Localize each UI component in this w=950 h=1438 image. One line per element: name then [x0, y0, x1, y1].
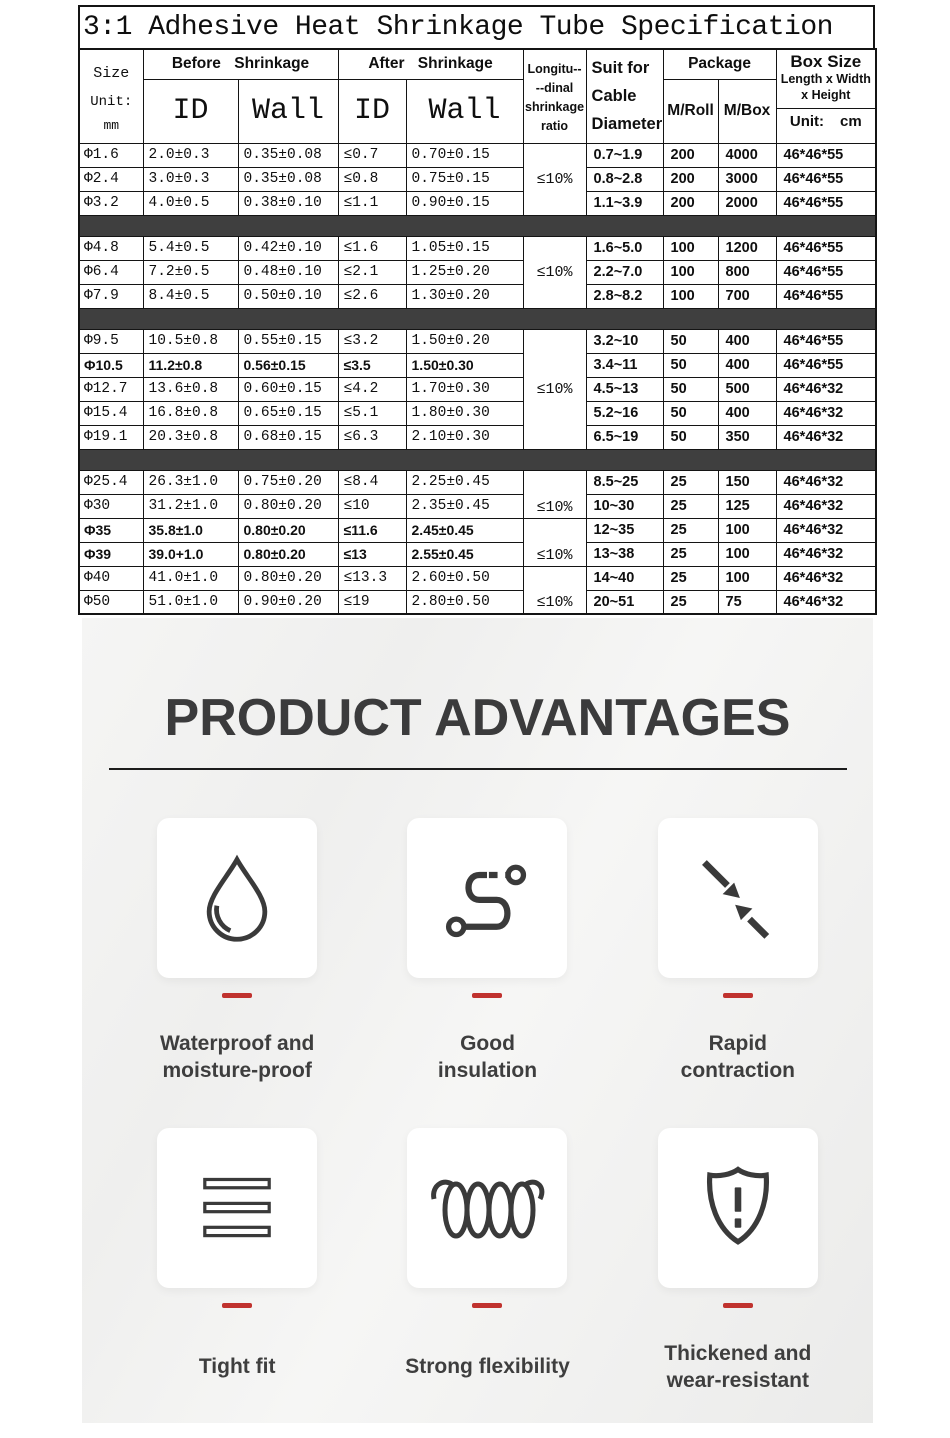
spec-sheet	[78, 5, 875, 615]
size-cell: Φ1.6	[79, 143, 143, 167]
advantage-item	[362, 818, 612, 1128]
m-box-cell: 100	[718, 518, 776, 542]
m-roll-cell: 25	[663, 542, 718, 566]
m-box-cell: 800	[718, 260, 776, 284]
before-id-cell: 3.0±0.3	[143, 167, 238, 191]
box-unit-row	[777, 108, 876, 135]
before-id-cell: 13.6±0.8	[143, 377, 238, 401]
after-id-cell: ≤11.6	[338, 518, 406, 542]
ratio-line: shrinkage	[525, 100, 585, 115]
box-size-cell: 46*46*32	[776, 518, 876, 542]
m-roll-cell: 200	[663, 167, 718, 191]
shrink-ratio-cell: ≤10%	[523, 143, 586, 215]
after-id-cell: ≤4.2	[338, 377, 406, 401]
advantages-grid	[82, 770, 873, 1438]
cable-diameter-cell: 8.5~25	[586, 470, 663, 494]
after-id-cell: ≤6.3	[338, 425, 406, 449]
before-wall-cell: 0.48±0.10	[238, 260, 338, 284]
cable-diameter-cell: 5.2~16	[586, 401, 663, 425]
m-box-header: M/Box	[718, 79, 776, 143]
size-cell: Φ19.1	[79, 425, 143, 449]
m-box-cell: 400	[718, 401, 776, 425]
m-roll-cell: 100	[663, 260, 718, 284]
after-id-cell: ≤3.5	[338, 353, 406, 377]
box-size-cell: 46*46*55	[776, 353, 876, 377]
advantage-card	[407, 1128, 567, 1288]
suit-line: Cable	[591, 87, 637, 106]
spec-row	[79, 542, 876, 566]
advantage-card	[658, 1128, 818, 1288]
cable-diameter-cell: 2.8~8.2	[586, 284, 663, 308]
cable-diameter-header	[586, 49, 663, 143]
coil-icon	[428, 1169, 546, 1247]
m-roll-cell: 25	[663, 590, 718, 614]
spec-row	[79, 167, 876, 191]
m-roll-cell: 25	[663, 518, 718, 542]
box-size-cell: 46*46*55	[776, 329, 876, 353]
box-size-cell: 46*46*32	[776, 470, 876, 494]
accent-dash	[222, 993, 252, 998]
m-roll-cell: 25	[663, 470, 718, 494]
cable-diameter-cell: 2.2~7.0	[586, 260, 663, 284]
label-line: moisture-proof	[162, 1059, 312, 1082]
spec-row	[79, 425, 876, 449]
spec-row	[79, 284, 876, 308]
after-id-cell: ≤0.8	[338, 167, 406, 191]
before-id-header: ID	[143, 79, 238, 143]
accent-dash	[723, 1303, 753, 1308]
before-wall-cell: 0.55±0.15	[238, 329, 338, 353]
box-size-cell: 46*46*32	[776, 425, 876, 449]
box-size-header	[776, 49, 876, 143]
size-cell: Φ35	[79, 518, 143, 542]
m-roll-header: M/Roll	[663, 79, 718, 143]
label-line: Rapid	[708, 1031, 767, 1055]
size-cell: Φ40	[79, 566, 143, 590]
after-id-header: ID	[338, 79, 406, 143]
box-size-cell: 46*46*32	[776, 401, 876, 425]
advantage-label	[405, 1338, 570, 1396]
advantage-label	[438, 1028, 537, 1086]
after-wall-cell: 1.25±0.20	[406, 260, 523, 284]
advantage-label	[160, 1028, 314, 1086]
before-id-cell: 2.0±0.3	[143, 143, 238, 167]
size-label: Size	[93, 64, 130, 82]
m-box-cell: 100	[718, 542, 776, 566]
label-line: Waterproof and	[159, 1031, 315, 1055]
before-wall-cell: 0.38±0.10	[238, 191, 338, 215]
spec-row	[79, 143, 876, 167]
accent-dash	[472, 993, 502, 998]
cable-diameter-cell: 0.7~1.9	[586, 143, 663, 167]
after-id-cell: ≤2.1	[338, 260, 406, 284]
after-id-cell: ≤5.1	[338, 401, 406, 425]
size-cell: Φ7.9	[79, 284, 143, 308]
box-size-cell: 46*46*32	[776, 590, 876, 614]
spec-row	[79, 566, 876, 590]
cable-diameter-cell: 12~35	[586, 518, 663, 542]
advantage-label	[681, 1028, 795, 1086]
cable-diameter-cell: 13~38	[586, 542, 663, 566]
after-id-cell: ≤13.3	[338, 566, 406, 590]
size-cell: Φ10.5	[79, 353, 143, 377]
m-box-cell: 2000	[718, 191, 776, 215]
size-cell: Φ9.5	[79, 329, 143, 353]
before-id-cell: 4.0±0.5	[143, 191, 238, 215]
size-cell: Φ15.4	[79, 401, 143, 425]
before-wall-cell: 0.75±0.20	[238, 470, 338, 494]
suit-line: Suit for	[591, 58, 650, 77]
after-id-cell: ≤13	[338, 542, 406, 566]
before-id-cell: 20.3±0.8	[143, 425, 238, 449]
converge-arrows-icon	[690, 850, 786, 946]
spec-row	[79, 353, 876, 377]
after-id-cell: ≤0.7	[338, 143, 406, 167]
before-wall-cell: 0.56±0.15	[238, 353, 338, 377]
spec-table-body	[79, 143, 876, 614]
box-size-cell: 46*46*55	[776, 167, 876, 191]
before-id-cell: 8.4±0.5	[143, 284, 238, 308]
advantages-section	[82, 618, 873, 1423]
after-wall-cell: 0.75±0.15	[406, 167, 523, 191]
droplet-icon	[189, 850, 285, 946]
advantage-item	[112, 818, 362, 1128]
spec-row	[79, 401, 876, 425]
group-separator-cell	[79, 449, 876, 470]
m-roll-cell: 100	[663, 284, 718, 308]
before-wall-cell: 0.90±0.20	[238, 590, 338, 614]
size-cell: Φ30	[79, 494, 143, 518]
box-size-label: Box Size	[790, 52, 862, 71]
box-unit-label: Unit:	[789, 113, 825, 131]
m-box-cell: 4000	[718, 143, 776, 167]
ratio-line: ratio	[540, 119, 569, 134]
size-cell: Φ12.7	[79, 377, 143, 401]
box-size-cell: 46*46*55	[776, 143, 876, 167]
after-wall-header: Wall	[406, 79, 523, 143]
size-cell: Φ3.2	[79, 191, 143, 215]
box-size-cell: 46*46*55	[776, 236, 876, 260]
label-line: Strong flexibility	[405, 1355, 570, 1379]
box-unit-value: cm	[840, 113, 862, 131]
after-wall-cell: 2.55±0.45	[406, 542, 523, 566]
spec-row	[79, 260, 876, 284]
box-size-cell: 46*46*55	[776, 191, 876, 215]
label-line: insulation	[437, 1059, 538, 1082]
before-wall-cell: 0.50±0.10	[238, 284, 338, 308]
box-size-cell: 46*46*55	[776, 260, 876, 284]
after-id-cell: ≤1.1	[338, 191, 406, 215]
label-line: contraction	[680, 1059, 795, 1082]
after-wall-cell: 2.45±0.45	[406, 518, 523, 542]
before-wall-cell: 0.80±0.20	[238, 566, 338, 590]
m-box-cell: 3000	[718, 167, 776, 191]
ratio-line: --dinal	[535, 81, 574, 96]
after-wall-cell: 1.30±0.20	[406, 284, 523, 308]
shrink-ratio-cell: ≤10%	[523, 566, 586, 614]
before-id-cell: 31.2±1.0	[143, 494, 238, 518]
after-wall-cell: 2.60±0.50	[406, 566, 523, 590]
before-wall-header: Wall	[238, 79, 338, 143]
cable-diameter-cell: 3.2~10	[586, 329, 663, 353]
shrink-ratio-cell: ≤10%	[523, 470, 586, 518]
m-box-cell: 700	[718, 284, 776, 308]
before-wall-cell: 0.80±0.20	[238, 542, 338, 566]
spec-row	[79, 494, 876, 518]
spec-row	[79, 329, 876, 353]
after-id-cell: ≤2.6	[338, 284, 406, 308]
spec-table	[78, 48, 877, 615]
advantage-card	[157, 1128, 317, 1288]
suit-line: Diameter	[591, 115, 663, 134]
header-row-2	[79, 79, 876, 143]
box-size-cell: 46*46*32	[776, 542, 876, 566]
spec-row	[79, 236, 876, 260]
unit-label: Unit:	[90, 93, 133, 110]
cable-diameter-cell: 1.6~5.0	[586, 236, 663, 260]
before-wall-cell: 0.35±0.08	[238, 143, 338, 167]
m-box-cell: 400	[718, 353, 776, 377]
before-shrinkage-header: Before Shrinkage	[143, 49, 338, 79]
size-cell: Φ4.8	[79, 236, 143, 260]
ratio-line: Longitu--	[527, 62, 582, 77]
before-wall-cell: 0.80±0.20	[238, 494, 338, 518]
before-id-cell: 41.0±1.0	[143, 566, 238, 590]
group-separator-cell	[79, 215, 876, 236]
after-wall-cell: 2.10±0.30	[406, 425, 523, 449]
shrink-ratio-cell: ≤10%	[523, 518, 586, 566]
before-wall-cell: 0.42±0.10	[238, 236, 338, 260]
group-separator-band	[79, 449, 876, 470]
advantage-label	[199, 1338, 276, 1396]
m-box-cell: 500	[718, 377, 776, 401]
before-id-cell: 7.2±0.5	[143, 260, 238, 284]
spec-row	[79, 518, 876, 542]
m-roll-cell: 25	[663, 566, 718, 590]
before-id-cell: 10.5±0.8	[143, 329, 238, 353]
m-box-cell: 400	[718, 329, 776, 353]
box-size-cell: 46*46*32	[776, 377, 876, 401]
before-wall-cell: 0.68±0.15	[238, 425, 338, 449]
advantage-item	[613, 1128, 863, 1438]
m-roll-cell: 50	[663, 377, 718, 401]
accent-dash	[723, 993, 753, 998]
before-id-cell: 26.3±1.0	[143, 470, 238, 494]
advantage-item	[613, 818, 863, 1128]
size-cell: Φ39	[79, 542, 143, 566]
cable-diameter-cell: 6.5~19	[586, 425, 663, 449]
box-size-cell: 46*46*55	[776, 284, 876, 308]
before-id-cell: 35.8±1.0	[143, 518, 238, 542]
spec-row	[79, 191, 876, 215]
cable-diameter-cell: 1.1~3.9	[586, 191, 663, 215]
spec-row	[79, 377, 876, 401]
package-header: Package	[663, 49, 776, 79]
size-unit-header	[79, 49, 143, 143]
box-dims-label2: x Height	[801, 88, 851, 103]
shield-alert-icon	[691, 1161, 785, 1255]
group-separator-band	[79, 308, 876, 329]
m-roll-cell: 25	[663, 494, 718, 518]
after-id-cell: ≤10	[338, 494, 406, 518]
unit-value: mm	[103, 117, 120, 133]
size-cell: Φ50	[79, 590, 143, 614]
advantage-card	[407, 818, 567, 978]
after-wall-cell: 2.80±0.50	[406, 590, 523, 614]
m-roll-cell: 50	[663, 329, 718, 353]
m-roll-cell: 200	[663, 191, 718, 215]
box-dims-label: Length x Width	[780, 72, 871, 87]
before-id-cell: 39.0+1.0	[143, 542, 238, 566]
cable-diameter-cell: 14~40	[586, 566, 663, 590]
after-wall-cell: 1.80±0.30	[406, 401, 523, 425]
m-box-cell: 350	[718, 425, 776, 449]
group-separator-band	[79, 215, 876, 236]
before-id-cell: 51.0±1.0	[143, 590, 238, 614]
m-roll-cell: 50	[663, 425, 718, 449]
m-roll-cell: 100	[663, 236, 718, 260]
label-line: Good	[460, 1031, 515, 1055]
cable-diameter-cell: 4.5~13	[586, 377, 663, 401]
advantage-item	[112, 1128, 362, 1438]
shrink-ratio-cell: ≤10%	[523, 329, 586, 449]
box-size-cell: 46*46*32	[776, 566, 876, 590]
cable-diameter-cell: 0.8~2.8	[586, 167, 663, 191]
size-cell: Φ2.4	[79, 167, 143, 191]
after-id-cell: ≤19	[338, 590, 406, 614]
after-wall-cell: 1.70±0.30	[406, 377, 523, 401]
before-wall-cell: 0.80±0.20	[238, 518, 338, 542]
label-line: Tight fit	[198, 1355, 276, 1379]
after-wall-cell: 1.05±0.15	[406, 236, 523, 260]
after-wall-cell: 1.50±0.20	[406, 329, 523, 353]
m-roll-cell: 50	[663, 353, 718, 377]
after-id-cell: ≤8.4	[338, 470, 406, 494]
layers-icon	[191, 1162, 283, 1254]
spec-row	[79, 470, 876, 494]
after-wall-cell: 2.35±0.45	[406, 494, 523, 518]
after-wall-cell: 1.50±0.30	[406, 353, 523, 377]
shrink-ratio-cell: ≤10%	[523, 236, 586, 308]
after-shrinkage-header: After Shrinkage	[338, 49, 523, 79]
after-id-cell: ≤1.6	[338, 236, 406, 260]
size-cell: Φ25.4	[79, 470, 143, 494]
advantage-card	[658, 818, 818, 978]
m-box-cell: 100	[718, 566, 776, 590]
label-line: wear-resistant	[666, 1369, 810, 1392]
m-box-cell: 125	[718, 494, 776, 518]
advantage-label	[664, 1338, 811, 1396]
accent-dash	[222, 1303, 252, 1308]
size-cell: Φ6.4	[79, 260, 143, 284]
m-box-cell: 150	[718, 470, 776, 494]
before-wall-cell: 0.35±0.08	[238, 167, 338, 191]
advantage-card	[157, 818, 317, 978]
m-box-cell: 75	[718, 590, 776, 614]
shrinkage-ratio-header	[523, 49, 586, 143]
before-id-cell: 11.2±0.8	[143, 353, 238, 377]
box-size-cell: 46*46*32	[776, 494, 876, 518]
cable-diameter-cell: 10~30	[586, 494, 663, 518]
cable-diameter-cell: 3.4~11	[586, 353, 663, 377]
after-wall-cell: 2.25±0.45	[406, 470, 523, 494]
after-wall-cell: 0.70±0.15	[406, 143, 523, 167]
spec-row	[79, 590, 876, 614]
after-wall-cell: 0.90±0.15	[406, 191, 523, 215]
accent-dash	[472, 1303, 502, 1308]
before-wall-cell: 0.60±0.15	[238, 377, 338, 401]
header-row-1	[79, 49, 876, 79]
route-icon	[439, 850, 535, 946]
advantage-item	[362, 1128, 612, 1438]
label-line: Thickened and	[664, 1341, 812, 1365]
cable-diameter-cell: 20~51	[586, 590, 663, 614]
m-roll-cell: 50	[663, 401, 718, 425]
before-wall-cell: 0.65±0.15	[238, 401, 338, 425]
advantages-heading: PRODUCT ADVANTAGES	[164, 689, 791, 747]
group-separator-cell	[79, 308, 876, 329]
m-box-cell: 1200	[718, 236, 776, 260]
before-id-cell: 5.4±0.5	[143, 236, 238, 260]
spec-title: 3:1 Adhesive Heat Shrinkage Tube Specification	[78, 5, 875, 48]
before-id-cell: 16.8±0.8	[143, 401, 238, 425]
after-id-cell: ≤3.2	[338, 329, 406, 353]
m-roll-cell: 200	[663, 143, 718, 167]
